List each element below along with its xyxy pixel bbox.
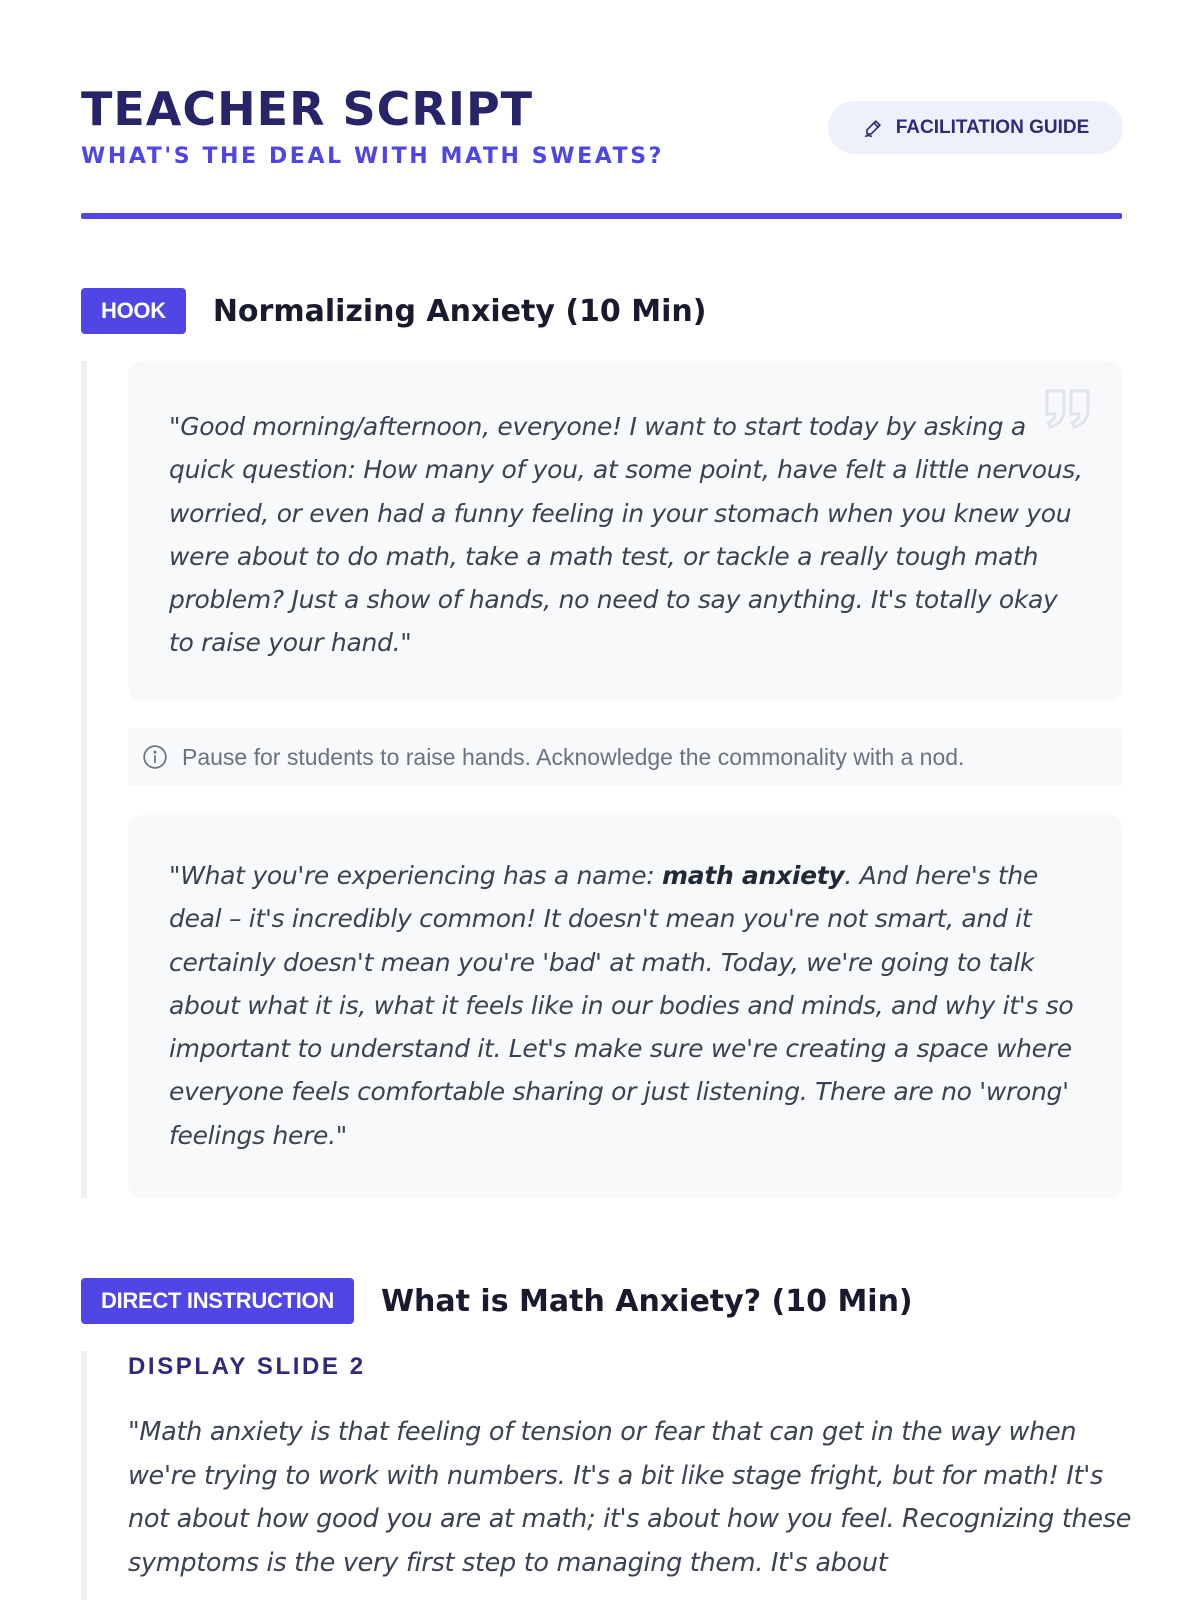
hook-section-rule xyxy=(81,361,87,1198)
display-slide-label: DISPLAY SLIDE 2 xyxy=(128,1353,366,1380)
hook-quote-box xyxy=(128,361,1123,701)
teacher-note-text: Pause for students to raise hands. Acknowledge the commonality with a nod. xyxy=(182,743,965,770)
page-title: TEACHER SCRIPT xyxy=(81,82,534,136)
direct-instruction-tag: DIRECT INSTRUCTION xyxy=(81,1278,354,1324)
direct-instruction-quote-text: "Math anxiety is that feeling of tension or fear that can get in the way when we're trying to work with numbers. It's a bit like stage fright, but for math! It's not about how good you are at math; it's about how you feel. Recognizing these symptoms is the very first step to managing them. It's about xyxy=(128,1417,1132,1578)
direct-instruction-section-rule xyxy=(81,1351,87,1600)
pen-icon xyxy=(862,117,884,139)
hook-quote-text: "Good morning/afternoon, everyone! I want to start today by asking a quick question: How many of you, at some point, have felt a little nervous, worried, or even had a funny feeling in your stomach when you knew you were about to do math, take a math test, or tackle a really tough math problem? Just a show of hands, no need to say anything. It's totally okay to raise your hand." xyxy=(169,412,1083,658)
hook-section-header xyxy=(81,288,706,334)
direct-instruction-section-title: What is Math Anxiety? (10 Min) xyxy=(380,1283,913,1319)
hook-second-quote-box xyxy=(128,815,1123,1198)
hook-tag: HOOK xyxy=(81,288,186,334)
page-header xyxy=(81,0,1121,220)
teacher-note xyxy=(128,728,1123,786)
quote-mark-icon xyxy=(1043,385,1093,435)
facilitation-guide-button[interactable] xyxy=(828,101,1123,154)
teacher-script-page xyxy=(81,0,1132,1578)
page-subtitle: WHAT'S THE DEAL WITH MATH SWEATS? xyxy=(81,144,665,169)
direct-instruction-section-header xyxy=(81,1278,913,1324)
facilitation-guide-label: FACILITATION GUIDE xyxy=(895,116,1090,138)
header-divider xyxy=(81,213,1122,219)
hook-section-title: Normalizing Anxiety (10 Min) xyxy=(212,293,707,329)
hook-second-quote-text: "What you're experiencing has a name: math anxiety. And here's the deal – it's incredibly common! It doesn't mean you're not smart, and it certainly doesn't mean you're 'bad' at math. Today, we're going to talk about what it is, what it feels like in our bodies and minds, and why it's so important to understand it. Let's make sure we're creating a space where everyone feels comfortable sharing or just listening. There are no 'wrong' feelings here." xyxy=(169,861,1074,1150)
info-icon xyxy=(142,744,168,770)
math-anxiety-term: math anxiety xyxy=(662,861,845,890)
